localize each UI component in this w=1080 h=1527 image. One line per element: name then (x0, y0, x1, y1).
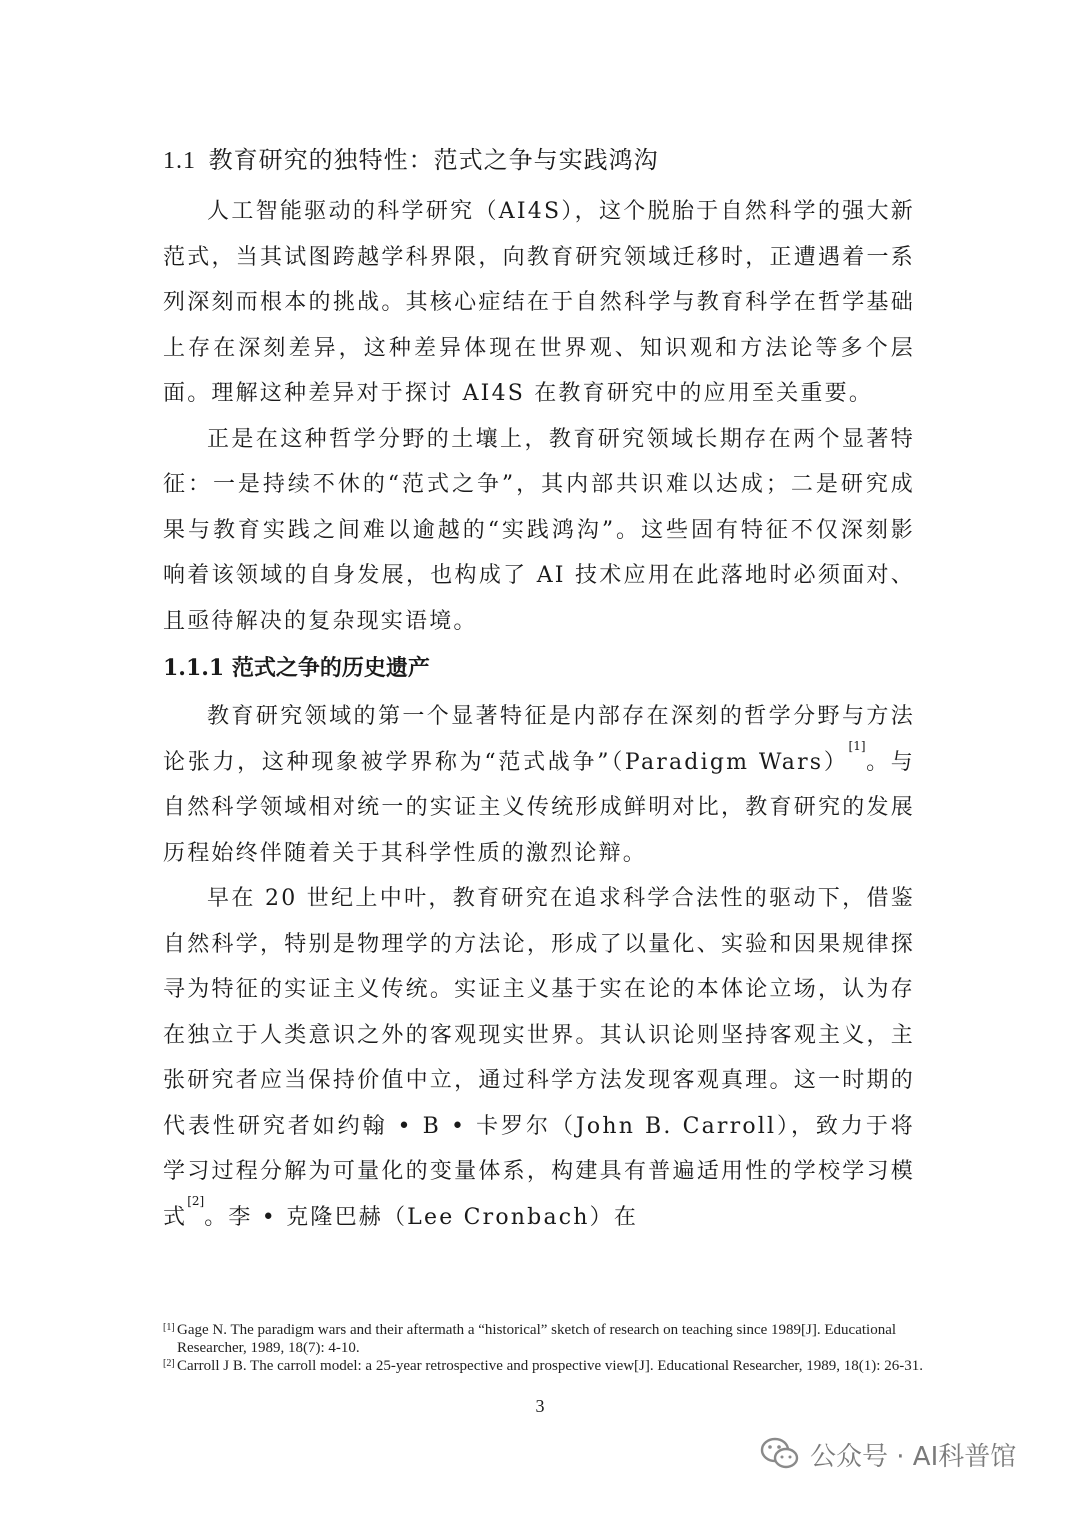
paragraph-4-text-a: 早在 20 世纪上中叶，教育研究在追求科学合法性的驱动下，借鉴自然科学，特别是物理学的方法论，形成了以量化、实验和因果规律探寻为特征的实证主义传统。实证主义基于实在论的本体论立场，认为存在独立于人类意识之外的客观现实世界。其认识论则坚持客观主义，主张研究者应当保持价值中立，通过科学方法发现客观真理。这一时期的代表性研究者如约翰 • B • 卡罗尔（John B. Carroll），致力于将学习过程分解为可量化的变量体系，构建具有普遍适用性的学校学习模式 (163, 886, 915, 1230)
subsection-title: 范式之争的历史遗产 (231, 655, 430, 681)
body-content (163, 138, 915, 1240)
paragraph-3 (163, 694, 915, 876)
subsection-number: 1.1.1 (163, 655, 225, 681)
footnote-mark: [1] (163, 1322, 175, 1333)
footnote-2 (163, 1357, 923, 1375)
footnotes (163, 1321, 923, 1375)
section-title: 教育研究的独特性：范式之争与实践鸿沟 (208, 146, 659, 174)
paragraph-1: 人工智能驱动的科学研究（AI4S），这个脱胎于自然科学的强大新范式，当其试图跨越学科界限，向教育研究领域迁移时，正遭遇着一系列深刻而根本的挑战。其核心症结在于自然科学与教育科学在哲学基础上存在深刻差异，这种差异体现在世界观、知识观和方法论等多个层面。理解这种差异对于探讨 AI4S 在教育研究中的应用至关重要。 (163, 199, 915, 406)
watermark (760, 1432, 1016, 1476)
citation-ref-2[interactable]: [2] (187, 1193, 205, 1208)
paragraph-4-text-b: 。李 • 克隆巴赫（Lee Cronbach）在 (204, 1204, 639, 1230)
footnote-text: Gage N. The paradigm wars and their aftermath a “historical” sketch of research on teaching since 1989[J]. Educational Researcher, 1989, 18(7): 4-10. (177, 1322, 897, 1356)
footnote-1 (163, 1321, 923, 1357)
subsection-heading (163, 646, 915, 690)
paragraph-2: 正是在这种哲学分野的土壤上，教育研究领域长期存在两个显著特征：一是持续不休的“范式之争”，其内部共识难以达成；二是研究成果与教育实践之间难以逾越的“实践鸿沟”。这些固有特征不仅深刻影响着该领域的自身发展，也构成了 AI 技术应用在此落地时必须面对、且亟待解决的复杂现实语境。 (163, 426, 915, 634)
wechat-icon (760, 1436, 800, 1472)
watermark-text: 公众号 · AI科普馆 (810, 1441, 1017, 1472)
citation-ref-1[interactable]: [1] (848, 738, 866, 753)
paragraph-3-text-a: 教育研究领域的第一个显著特征是内部存在深刻的哲学分野与方法论张力，这种现象被学界称为“范式战争”（Paradigm Wars） (163, 704, 915, 775)
section-heading (163, 138, 915, 183)
paragraph-3-text-b: 。与自然科学领域相对统一的实证主义传统形成鲜明对比，教育研究的发展历程始终伴随着关于其科学性质的激烈论辩。 (163, 749, 915, 866)
footnote-text: Carroll J B. The carroll model: a 25-year retrospective and prospective view[J]. Educational Researcher, 1989, 18(1): 26-31. (177, 1358, 923, 1374)
paragraph-4 (163, 876, 915, 1240)
footnote-mark: [2] (163, 1358, 175, 1369)
page-number: 3 (535, 1396, 545, 1416)
section-number: 1.1 (163, 148, 196, 174)
